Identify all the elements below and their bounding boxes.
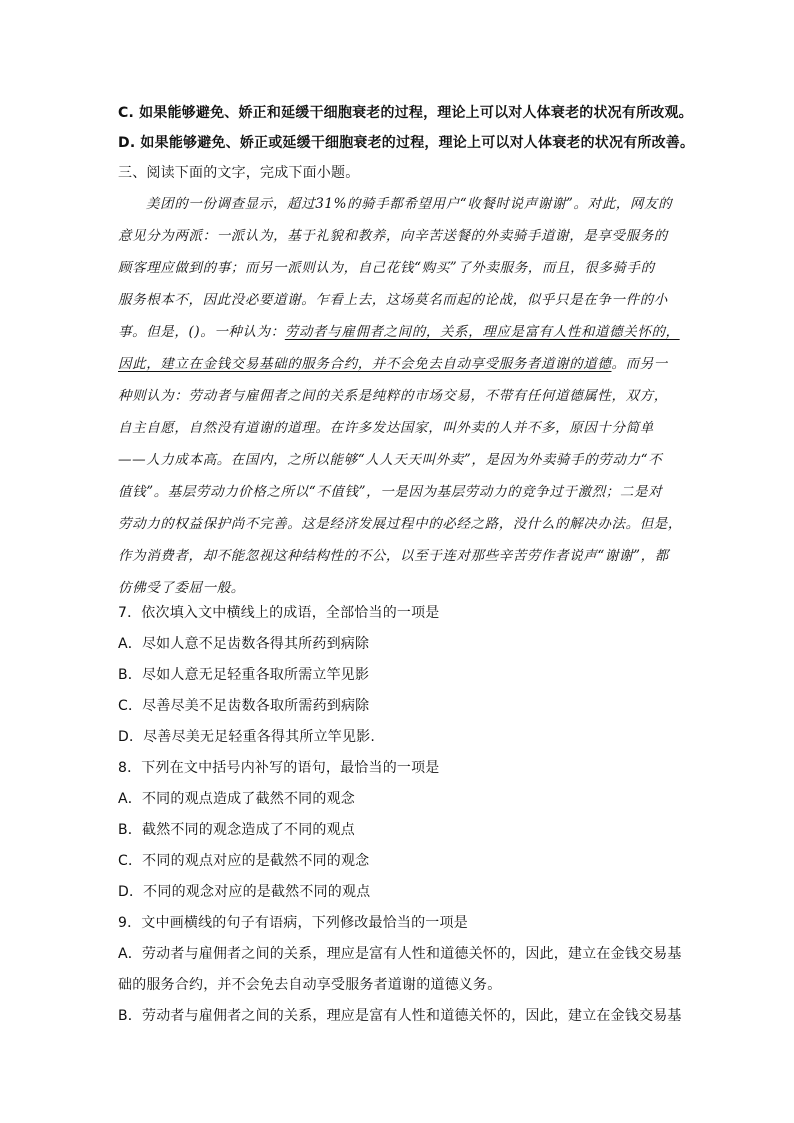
question-9-option-a-line-1: A．劳动者与雇佣者之间的关系，理应是富有人性和道德关怀的，因此，建立在金钱交易基 [118,946,682,962]
option-c-prev: C. 如果能够避免、娇正和延缓干细胞衰老的过程，理论上可以对人体衰老的状况有所改观。 [118,105,693,121]
question-8-option-d: D．不同的观念对应的是截然不同的观点 [118,884,371,900]
question-9-option-b-line-1: B．劳动者与雇佣者之间的关系，理应是富有人性和道德关怀的，因此，建立在金钱交易基 [118,1008,682,1024]
passage-line-6 [118,354,678,374]
passage-line-11: 劳动力的权益保护尚不完善。这是经济发展过程中的必经之路，没什么的解决办法。但是， [118,516,682,532]
question-8-option-c: C．不同的观点对应的是截然不同的观念 [118,853,370,869]
question-7-option-d: D．尽善尽美无足轻重各得其所立竿见影. [118,729,376,745]
passage-line-1: 美团的一份调查显示，超过31%的骑手都希望用户“收餐时说声谢谢”。对此，网友的 [146,196,673,212]
passage-line-7: 种则认为：劳动者与雇佣者之间的关系是纯粹的市场交易，不带有任何道德属性，双方， [118,388,668,404]
underlined-sentence-part-2: 因此，建立在金钱交易基础的服务合约，并不会免去自动享受服务者道谢的道德 [118,356,612,372]
option-d-prev: D. 如果能够避免、娇正或延缓干细胞衰老的过程，理论上可以对人体衰老的状况有所改善。 [118,135,695,151]
question-7-option-b: B．尽如人意无足轻重各取所需立竿见影 [118,667,370,683]
passage-line-12: 作为消费者，却不能忽视这种结构性的不公，以至于连对那些辛苦劳作者说声“谢谢”，都 [118,548,669,564]
question-8-option-b: B．截然不同的观念造成了不同的观点 [118,822,356,838]
passage-line-4: 服务根本不，因此没必要道谢。乍看上去，这场莫名而起的论战，似乎只是在争一件的小 [118,292,668,308]
passage-line-8: 自主自愿，自然没有道谢的道理。在许多发达国家，叫外卖的人并不多，原因十分简单 [118,420,654,436]
passage-line-3: 顾客理应做到的事；而另一派则认为，自己花钱“购买”了外卖服务，而且，很多骑手的 [118,260,655,276]
question-8-option-a: A．不同的观点造成了截然不同的观念 [118,791,355,807]
question-9-option-a-line-2: 础的服务合约，并不会免去自动享受服务者道谢的道德义务。 [118,977,502,993]
passage-line-5-text: 事。但是，()。一种认为： [118,324,285,340]
passage-line-2: 意见分为两派：一派认为，基于礼貌和教养，向辛苦送餐的外卖骑手道谢，是享受服务的 [118,228,668,244]
passage-line-6-text: 。而另一 [611,356,668,372]
question-9-stem: 9．文中画横线的句子有语病，下列修改最恰当的一项是 [118,915,468,931]
question-8-stem: 8．下列在文中括号内补写的语句，最恰当的一项是 [118,760,440,776]
question-7-stem: 7．依次填入文中横线上的成语，全部恰当的一项是 [118,605,440,621]
passage-line-13: 仿佛受了委屈一般。 [118,580,245,596]
passage-line-5 [118,322,678,342]
underlined-sentence-part-1: 劳动者与雇佣者之间的，关系，理应是富有人性和道德关怀的， [284,324,680,340]
passage-line-10: 值钱”。基层劳动力价格之所以“不值钱”，一是因为基层劳动力的竞争过于激烈；二是对 [118,484,663,500]
question-7-option-c: C．尽善尽美不足齿数各取所需药到病除 [118,698,370,714]
section-title: 三、阅读下面的文字，完成下面小题。 [118,165,360,181]
passage-line-9: ——人力成本高。在国内，之所以能够“人人天天叫外卖”，是因为外卖骑手的劳动力“不 [118,452,663,468]
question-7-option-a: A．尽如人意不足齿数各得其所药到病除 [118,636,370,652]
